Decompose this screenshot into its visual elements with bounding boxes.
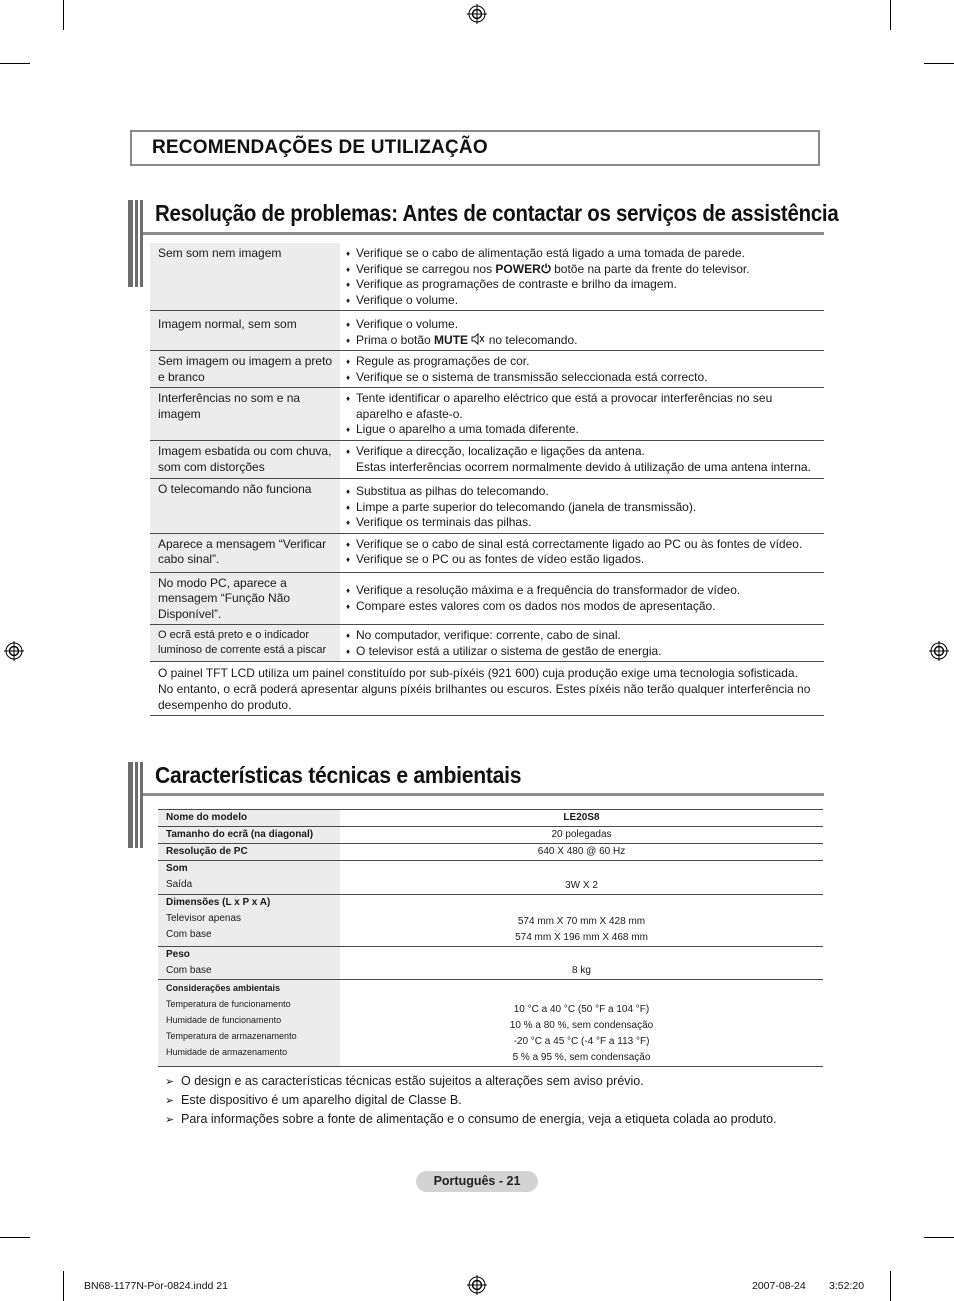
crop-mark (0, 63, 30, 64)
spec-sublabel: Humidade de funcionamento (166, 1015, 282, 1025)
symptom-cell: Imagem normal, sem som (150, 311, 340, 351)
crop-mark (890, 0, 891, 30)
registration-mark-icon (467, 4, 487, 24)
symptom-cell: Interferências no som e na imagem (150, 388, 340, 441)
remedy-line: ♦ Tente identificar o aparelho eléctrico que está a provocar interferências no seu aparelho e afaste-o. (346, 391, 817, 422)
spec-sublabel: Temperatura de funcionamento (166, 999, 291, 1009)
spec-label: Tamanho do ecrã (na diagonal) (158, 827, 340, 844)
symptom-cell: Sem som nem imagem (150, 243, 340, 311)
remedy-line: ♦ Verifique se o cabo de alimentação está ligado a uma tomada de parede. (346, 246, 817, 262)
spec-value (340, 895, 823, 947)
spec-value-line: 10 % a 80 %, sem condensação (509, 1020, 654, 1031)
remedy-cell (340, 351, 824, 388)
remedy-line: ♦ Verifique se carregou nos POWER botõe na parte da frente do televisor. (346, 262, 817, 278)
symptom-cell: No modo PC, aparece a mensagem “Função Não Disponível”. (150, 572, 340, 625)
table-row (150, 479, 824, 534)
table-row (158, 895, 823, 947)
arrow-right-icon: ➢ (165, 1095, 175, 1107)
footer-time: 3:52:20 (829, 1280, 865, 1292)
registration-mark-icon (929, 641, 949, 661)
spec-sublabel: Com base (166, 929, 212, 940)
remedy-line: ♦ Verifique se o sistema de transmissão seleccionada está correcto. (346, 370, 817, 386)
spec-label (158, 980, 340, 1067)
remedy-line: ♦ Verifique se o PC ou as fontes de vídeo estão ligados. (346, 552, 817, 568)
remedy-line: ♦ O televisor está a utilizar o sistema de gestão de energia. (346, 644, 817, 660)
remedy-line: ♦ No computador, verifique: corrente, cabo de sinal. (346, 628, 817, 644)
note-item: ➢ Este dispositivo é um aparelho digital de Classe B. (165, 1091, 825, 1110)
spec-value: 20 polegadas (340, 827, 823, 844)
note-item: ➢ Para informações sobre a fonte de alimentação e o consumo de energia, veja a etiqueta colada ao produto. (165, 1110, 825, 1129)
spec-value: 3W X 2 (340, 861, 823, 895)
spec-label: Resolução de PC (158, 844, 340, 861)
table-row (158, 980, 823, 1067)
spec-label: Nome do modelo (158, 810, 340, 827)
remedy-cell (340, 388, 824, 441)
remedy-line: ♦ Verifique as programações de contraste e brilho da imagem. (346, 277, 817, 293)
footer-file: BN68-1177N-Por-0824.indd 21 (84, 1280, 228, 1292)
table-row (158, 827, 823, 844)
table-row (158, 947, 823, 980)
spec-value-line: 574 mm X 196 mm X 468 mm (515, 932, 648, 943)
remedy-line: ♦ Verifique o volume. (346, 317, 817, 333)
page-number: Português - 21 (416, 1171, 538, 1192)
registration-mark-icon (4, 641, 24, 661)
remedy-line: ♦ Verifique se o cabo de sinal está correctamente ligado ao PC ou às fontes de vídeo. (346, 537, 817, 553)
power-icon (541, 263, 551, 274)
remedy-cell (340, 625, 824, 662)
troubleshooting-table (150, 243, 824, 716)
spec-sublabel: Temperatura de armazenamento (166, 1031, 297, 1041)
mute-icon (471, 333, 485, 345)
remedy-cell (340, 533, 824, 572)
spec-value (340, 980, 823, 1067)
section-label-box (130, 130, 820, 166)
spec-sublabel: Com base (166, 965, 212, 976)
remedy-line: ♦ Verifique os terminais das pilhas. (346, 515, 817, 531)
heading-rule (143, 232, 824, 235)
footer-date: 2007-08-24 (752, 1280, 806, 1292)
remedy-line: ♦ Ligue o aparelho a uma tomada diferente. (346, 422, 817, 438)
spec-label (158, 895, 340, 947)
table-row (150, 533, 824, 572)
table-row (150, 351, 824, 388)
spec-label (158, 861, 340, 895)
crop-mark (890, 1271, 891, 1301)
crop-mark (924, 1237, 954, 1238)
table-row (150, 388, 824, 441)
remedy-line: ♦ Compare estes valores com os dados nos modos de apresentação. (346, 599, 817, 615)
spec-sublabel: Saída (166, 879, 193, 890)
spec-value: 8 kg (340, 947, 823, 980)
specs-table (158, 809, 823, 1067)
remedy-line: ♦ Verifique a resolução máxima e a frequência do transformador de vídeo. (346, 583, 817, 599)
spec-sublabel: Humidade de armazenamento (166, 1047, 288, 1057)
spec-label (158, 947, 340, 980)
spec-heading: Considerações ambientais (166, 983, 281, 993)
spec-heading: Som (166, 863, 188, 874)
remedy-extra: Estas interferências ocorrem normalmente devido à utilização de uma antena interna. (356, 459, 811, 474)
symptom-cell: Imagem esbatida ou com chuva, som com distorções (150, 441, 340, 479)
heading-rule (143, 793, 824, 796)
spec-value-line: 5 % a 95 %, sem condensação (512, 1052, 651, 1063)
symptom-cell: Sem imagem ou imagem a preto e branco (150, 351, 340, 388)
table-row (150, 662, 824, 716)
crop-mark (63, 0, 64, 30)
remedy-line: ♦ Limpe a parte superior do telecomando (janela de transmissão). (346, 500, 817, 516)
table-row (150, 572, 824, 625)
troubleshooting-title: Resolução de problemas: Antes de contactar os serviços de assistência (155, 200, 839, 226)
table-row (150, 243, 824, 311)
table-row (150, 441, 824, 479)
remedy-cell (340, 243, 824, 311)
section-label: RECOMENDAÇÕES DE UTILIZAÇÃO (152, 137, 488, 158)
spec-heading: Peso (166, 949, 190, 960)
spec-value-line: 574 mm X 70 mm X 428 mm (517, 916, 646, 927)
lcd-note: O painel TFT LCD utiliza um painel constituído por sub-píxéis (921 600) cuja produção exige uma tecnologia sofisticada. No entanto, o ecrã poderá apresentar alguns píxéis brilhantes ou escuros. Estes píxéis não terão qualquer interferência no desempenho do produto. (150, 662, 824, 716)
table-row (158, 861, 823, 895)
remedy-cell (340, 572, 824, 625)
symptom-cell: Aparece a mensagem “Verificar cabo sinal”. (150, 533, 340, 572)
remedy-line: ♦ Substitua as pilhas do telecomando. (346, 484, 817, 500)
table-row (158, 844, 823, 861)
notes-list (165, 1072, 825, 1129)
table-row (158, 810, 823, 827)
specs-title: Características técnicas e ambientais (155, 762, 522, 788)
remedy-line: ♦ Prima o botão MUTE no telecomando. (346, 333, 817, 349)
crop-mark (924, 63, 954, 64)
spec-value-line: -20 °C a 45 °C (-4 °F a 113 °F) (513, 1036, 650, 1047)
arrow-right-icon: ➢ (165, 1076, 175, 1088)
crop-mark (63, 1271, 64, 1301)
remedy-line: ♦ Verifique a direcção, localização e ligações da antena. (346, 444, 817, 460)
arrow-right-icon: ➢ (165, 1114, 175, 1126)
remedy-line: ♦ Regule as programações de cor. (346, 354, 817, 370)
spec-heading: Dimensões (L x P x A) (166, 897, 271, 908)
spec-value: 640 X 480 @ 60 Hz (340, 844, 823, 861)
registration-mark-icon (467, 1275, 487, 1295)
symptom-cell: O ecrã está preto e o indicador luminoso de corrente está a piscar (150, 625, 340, 662)
remedy-cell (340, 441, 824, 479)
symptom-cell: O telecomando não funciona (150, 479, 340, 534)
remedy-cell (340, 479, 824, 534)
table-row (150, 311, 824, 351)
remedy-cell (340, 311, 824, 351)
note-item: ➢ O design e as características técnicas estão sujeitos a alterações sem aviso prévio. (165, 1072, 825, 1091)
spec-value: LE20S8 (340, 810, 823, 827)
remedy-line: ♦ Verifique o volume. (346, 293, 817, 309)
crop-mark (0, 1237, 30, 1238)
spec-sublabel: Televisor apenas (166, 913, 242, 924)
spec-value-line: 10 °C a 40 °C (50 °F a 104 °F) (513, 1004, 650, 1015)
table-row (150, 625, 824, 662)
